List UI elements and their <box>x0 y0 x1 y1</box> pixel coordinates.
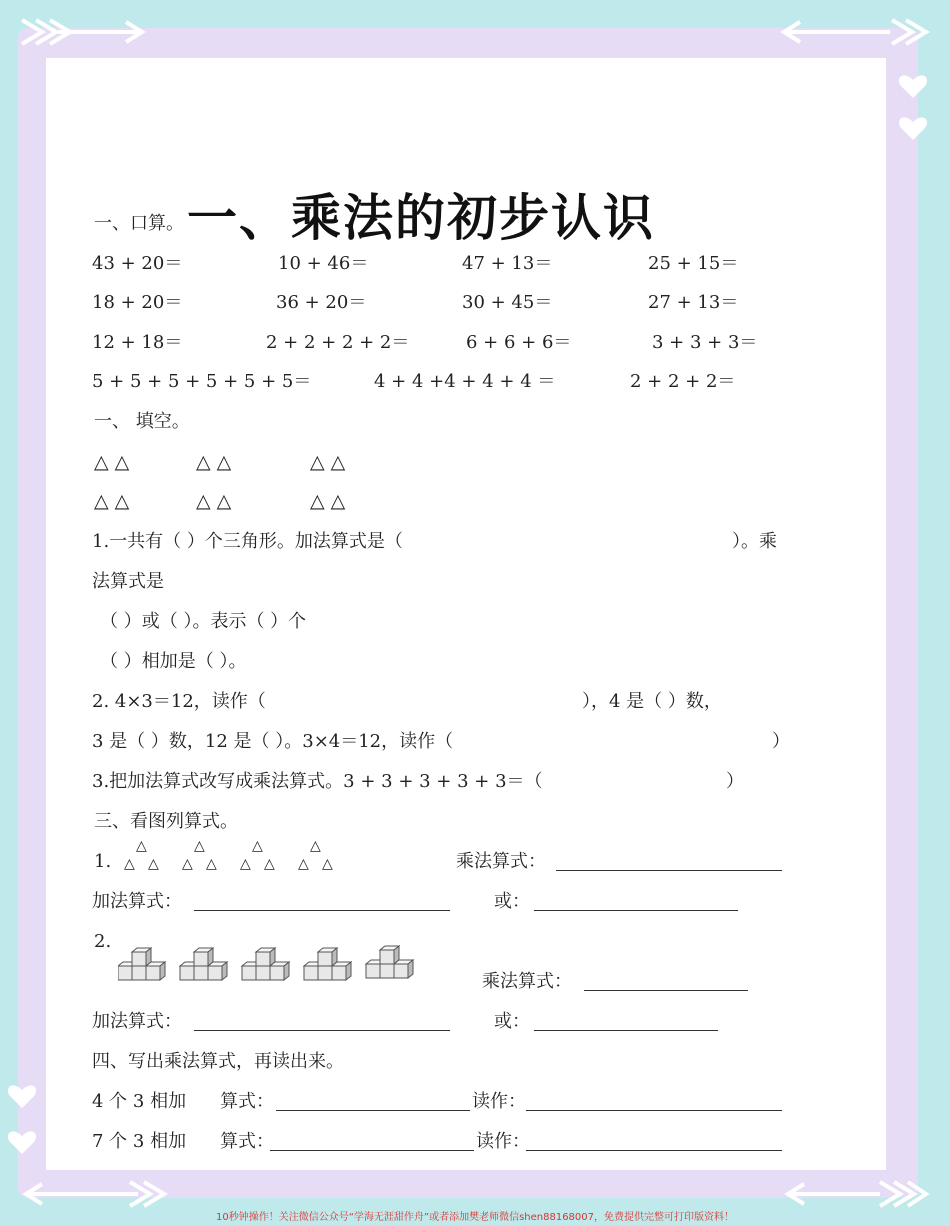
oral-calc-item: 36 + 20＝ <box>276 292 367 313</box>
triangle-icon: △ <box>124 856 135 872</box>
cube-stack <box>242 948 289 980</box>
or-answer-line[interactable] <box>534 1012 718 1031</box>
footer-notice: 10秒钟操作！关注微信公众号“学海无涯甜作舟”或者添加樊老师微信shen88168007，免费提供完整可打印版资料！ <box>215 1212 735 1223</box>
addition-answer-line[interactable] <box>194 892 450 911</box>
oral-calc-item: 5 + 5 + 5 + 5 + 5 + 5＝ <box>92 371 312 392</box>
cube-stack <box>366 946 413 978</box>
section-2-heading: 一、 填空。 <box>94 411 190 432</box>
cube-stack <box>304 948 351 980</box>
oral-calc-item: 10 + 46＝ <box>278 253 369 274</box>
question-2-line-2-end: ） <box>772 731 790 752</box>
question-1-line-3: （ ）或（ ）。表示（ ）个 <box>100 611 307 632</box>
question-2-line-1-end: ），4 是（ ）数， <box>582 691 722 712</box>
triangle-icon: △ <box>310 838 321 854</box>
oral-calc-item: 4 + 4 +4 + 4 + 4 ＝ <box>374 371 556 392</box>
triangle-icon: △ <box>298 856 309 872</box>
section-3-heading: 三、看图列算式。 <box>94 811 238 832</box>
oral-calc-item: 27 + 13＝ <box>648 292 739 313</box>
addition-formula-label: 加法算式： <box>92 1011 182 1032</box>
arrow-decoration-top-right <box>780 14 930 50</box>
triangle-icon: △ <box>264 856 275 872</box>
oral-calc-item: 3 + 3 + 3＝ <box>652 332 758 353</box>
triangle-icon: △ <box>148 856 159 872</box>
formula-answer-line[interactable] <box>270 1132 474 1151</box>
multiplication-formula-label: 乘法算式： <box>456 851 546 872</box>
triangle-group: △ △ <box>310 490 346 512</box>
read-label: 读作： <box>476 1131 530 1152</box>
exercise-item: 7 个 3 相加 <box>92 1131 187 1152</box>
page-title: 一、乘法的初步认识 <box>187 189 655 247</box>
oral-calc-item: 6 + 6 + 6＝ <box>466 332 572 353</box>
question-2-line-1: 2. 4×3＝12，读作（ <box>92 691 266 712</box>
oral-calc-item: 2 + 2 + 2 + 2＝ <box>266 332 410 353</box>
formula-label: 算式： <box>220 1091 274 1112</box>
oral-calc-item: 47 + 13＝ <box>462 253 553 274</box>
oral-calc-item: 12 + 18＝ <box>92 332 183 353</box>
formula-answer-line[interactable] <box>276 1092 470 1111</box>
read-answer-line[interactable] <box>526 1132 782 1151</box>
multiplication-answer-line[interactable] <box>584 972 748 991</box>
cube-stack-group <box>118 942 418 986</box>
picture-2-number: 2. <box>94 931 112 952</box>
read-label: 读作： <box>472 1091 526 1112</box>
arrow-decoration-top-left <box>18 14 148 50</box>
oral-calc-item: 25 + 15＝ <box>648 253 739 274</box>
question-3-line-end: ） <box>726 771 744 792</box>
arrow-decoration-bottom-left <box>18 1176 168 1212</box>
triangle-icon: △ <box>194 838 205 854</box>
triangle-group: △ △ <box>196 490 232 512</box>
triangle-icon: △ <box>322 856 333 872</box>
triangle-group: △ △ <box>310 451 346 473</box>
question-2-line-2: 3 是（ ）数，12 是（ ）。3×4＝12，读作（ <box>92 731 454 752</box>
read-answer-line[interactable] <box>526 1092 782 1111</box>
heart-decoration-left <box>2 1070 42 1180</box>
triangle-group: △ △ <box>94 490 130 512</box>
multiplication-answer-line[interactable] <box>556 852 782 871</box>
or-label: 或： <box>494 891 530 912</box>
section-4-heading: 四、写出乘法算式，再读出来。 <box>92 1051 344 1072</box>
question-3-line: 3.把加法算式改写成乘法算式。3 + 3 + 3 + 3 + 3＝（ <box>92 771 543 792</box>
picture-1-number: 1. <box>94 851 112 872</box>
exercise-item: 4 个 3 相加 <box>92 1091 187 1112</box>
cube-stack <box>180 948 227 980</box>
triangle-group: △ △ <box>196 451 232 473</box>
question-1-line-2: 法算式是 <box>92 571 164 592</box>
question-1-line-4: （ ）相加是（ ）。 <box>100 651 247 672</box>
addition-answer-line[interactable] <box>194 1012 450 1031</box>
triangle-icon: △ <box>240 856 251 872</box>
oral-calc-item: 18 + 20＝ <box>92 292 183 313</box>
oral-calc-item: 43 + 20＝ <box>92 253 183 274</box>
oral-calc-item: 2 + 2 + 2＝ <box>630 371 736 392</box>
question-1-line-1: 1.一共有（ ）个三角形。加法算式是（ <box>92 531 403 552</box>
triangle-group: △ △ <box>94 451 130 473</box>
or-label: 或： <box>494 1011 530 1032</box>
question-1-line-1-end: ）。乘 <box>732 531 777 552</box>
or-answer-line[interactable] <box>534 892 738 911</box>
heart-decoration-right <box>893 60 933 160</box>
formula-label: 算式： <box>220 1131 274 1152</box>
triangle-icon: △ <box>182 856 193 872</box>
section-1-heading: 一、口算。 <box>94 213 184 234</box>
oral-calc-item: 30 + 45＝ <box>462 292 553 313</box>
multiplication-formula-label: 乘法算式： <box>482 971 572 992</box>
triangle-icon: △ <box>252 838 263 854</box>
cube-stack <box>118 948 165 980</box>
addition-formula-label: 加法算式： <box>92 891 182 912</box>
triangle-icon: △ <box>206 856 217 872</box>
arrow-decoration-bottom-right <box>780 1176 930 1212</box>
triangle-icon: △ <box>136 838 147 854</box>
